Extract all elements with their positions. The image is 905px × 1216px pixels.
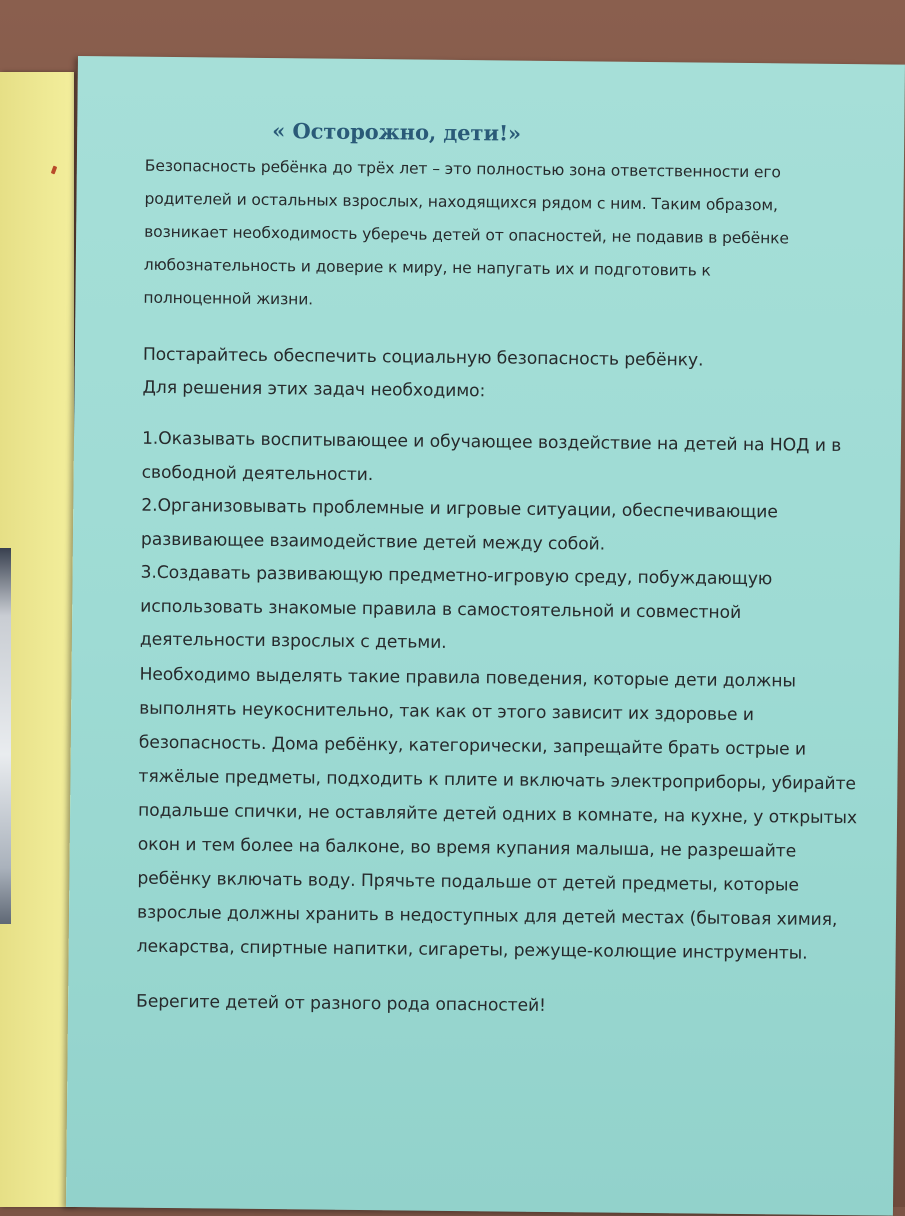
- tasks-intro-line: Для решения этих задач необходимо:: [142, 377, 486, 402]
- task-lead-block: [142, 339, 863, 413]
- notice-content: [136, 117, 865, 1026]
- closing-line: Берегите детей от разного рода опасностей!: [136, 991, 547, 1016]
- photo-strip: [0, 548, 11, 924]
- rules-paragraph: Необходимо выделять такие правила поведения, которые дети должны выполнять неукоснительно, так как от этого зависит их здоровье и безопасность. Дома ребёнку, категорически, запрещайте брать острые и тяжёлые предметы, подходить к плите и включать электроприборы, убирайте подальше спички, не оставляйте детей одних в комнате, на кухне, у открытых окон и тем более на балконе, во время купания малыша, не разрешайте ребёнку включать воду. Прячьте подальше от детей предметы, которые взрослые должны хранить в недоступных для детей местах (бытовая химия, лекарства, спиртные напитки, сигареты, режуще-колющие инструменты.: [136, 664, 858, 964]
- yellow-paper-sheet: [0, 72, 74, 1207]
- list-item: 2.Организовывать проблемные и игровые ситуации, обеспечивающие развивающее взаимодействие детей между собой.: [140, 495, 778, 555]
- list-item: 3.Создавать развивающую предметно-игровую среду, побуждающую использовать знакомые правила в самостоятельной и совместной деятельности взрослых с детьми.: [139, 562, 773, 653]
- notice-sheet: [66, 56, 905, 1216]
- notice-title: « Осторожно, дети!»: [272, 118, 522, 146]
- social-safety-line: Постарайтесь обеспечить социальную безопасность ребёнку.: [142, 344, 704, 371]
- pin-mark: [51, 166, 57, 175]
- list-item: 1.Оказывать воспитывающее и обучающее воздействие на детей на НОД и в свободной деятельности.: [141, 428, 842, 485]
- intro-paragraph: Безопасность ребёнка до трёх лет – это полностью зона ответственности его родителей и остальных взрослых, находящихся рядом с ним. Таким образом, возникает необходимость уберечь детей от опасностей, не подавив в ребёнке любознательность и доверие к миру, не напугать их и подготовить к полноценной жизни.: [143, 156, 789, 309]
